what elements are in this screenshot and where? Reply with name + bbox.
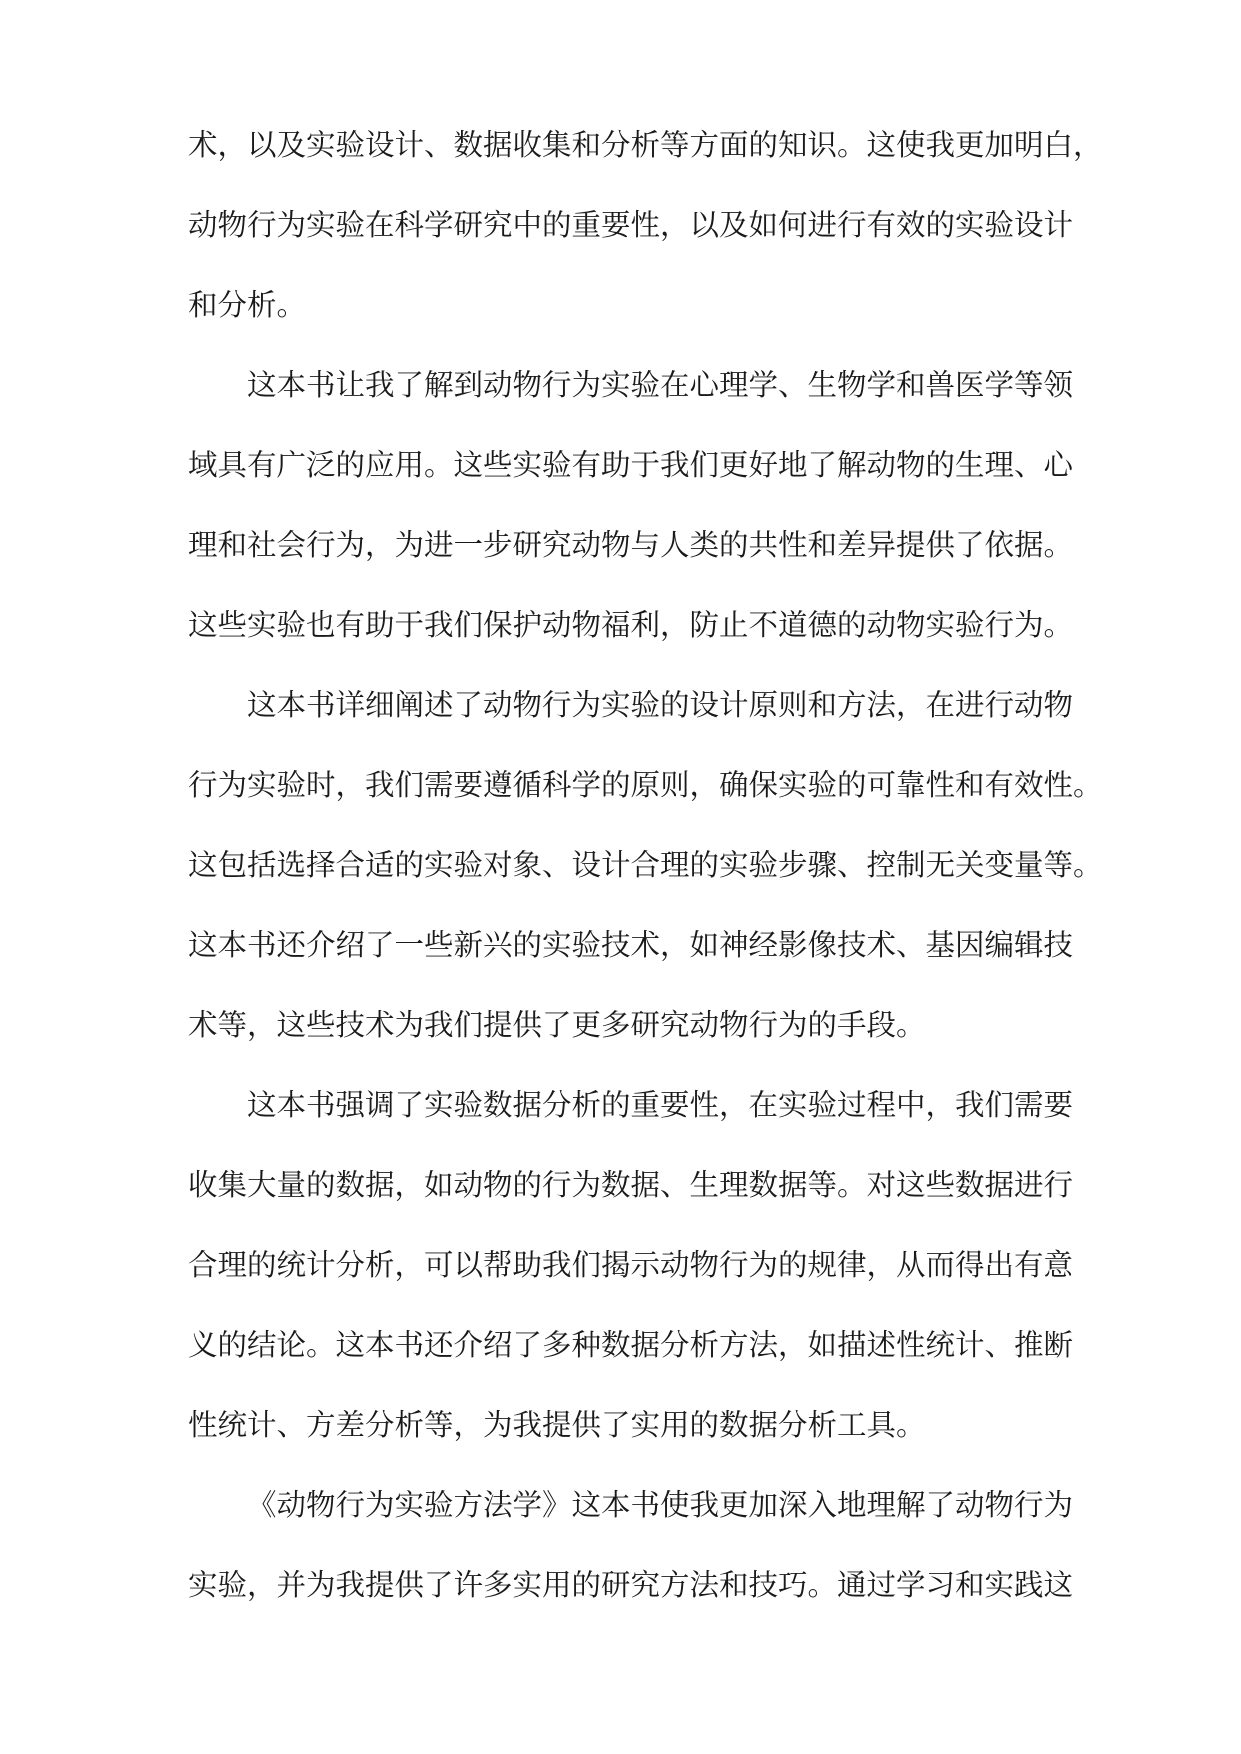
text-line: 理和社会行为，为进一步研究动物与人类的共性和差异提供了依据。 [188, 528, 1074, 562]
text-line: 和分析。 [188, 288, 307, 322]
paragraph-start-line: 《动物行为实验方法学》这本书使我更加深入地理解了动物行为 [247, 1488, 1074, 1522]
text-line: 域具有广泛的应用。这些实验有助于我们更好地了解动物的生理、心 [188, 448, 1074, 482]
text-line: 这包括选择合适的实验对象、设计合理的实验步骤、控制无关变量等。 [188, 848, 1103, 882]
text-line: 术，以及实验设计、数据收集和分析等方面的知识。这使我更加明白， [188, 128, 1103, 162]
text-line: 术等，这些技术为我们提供了更多研究动物行为的手段。 [188, 1008, 926, 1042]
text-line: 行为实验时，我们需要遵循科学的原则，确保实验的可靠性和有效性。 [188, 768, 1103, 802]
paragraph-start-line: 这本书详细阐述了动物行为实验的设计原则和方法，在进行动物 [247, 688, 1074, 722]
text-line: 这些实验也有助于我们保护动物福利，防止不道德的动物实验行为。 [188, 608, 1074, 642]
text-line: 义的结论。这本书还介绍了多种数据分析方法，如描述性统计、推断 [188, 1328, 1074, 1362]
paragraph-start-line: 这本书强调了实验数据分析的重要性，在实验过程中，我们需要 [247, 1088, 1074, 1122]
text-line: 这本书还介绍了一些新兴的实验技术，如神经影像技术、基因编辑技 [188, 928, 1074, 962]
text-line: 动物行为实验在科学研究中的重要性，以及如何进行有效的实验设计 [188, 208, 1074, 242]
paragraph-start-line: 这本书让我了解到动物行为实验在心理学、生物学和兽医学等领 [247, 368, 1074, 402]
text-line: 性统计、方差分析等，为我提供了实用的数据分析工具。 [188, 1408, 926, 1442]
text-line: 合理的统计分析，可以帮助我们揭示动物行为的规律，从而得出有意 [188, 1248, 1074, 1282]
text-line: 实验，并为我提供了许多实用的研究方法和技巧。通过学习和实践这 [188, 1568, 1074, 1602]
text-line: 收集大量的数据，如动物的行为数据、生理数据等。对这些数据进行 [188, 1168, 1074, 1202]
body-text [188, 127, 1103, 1647]
